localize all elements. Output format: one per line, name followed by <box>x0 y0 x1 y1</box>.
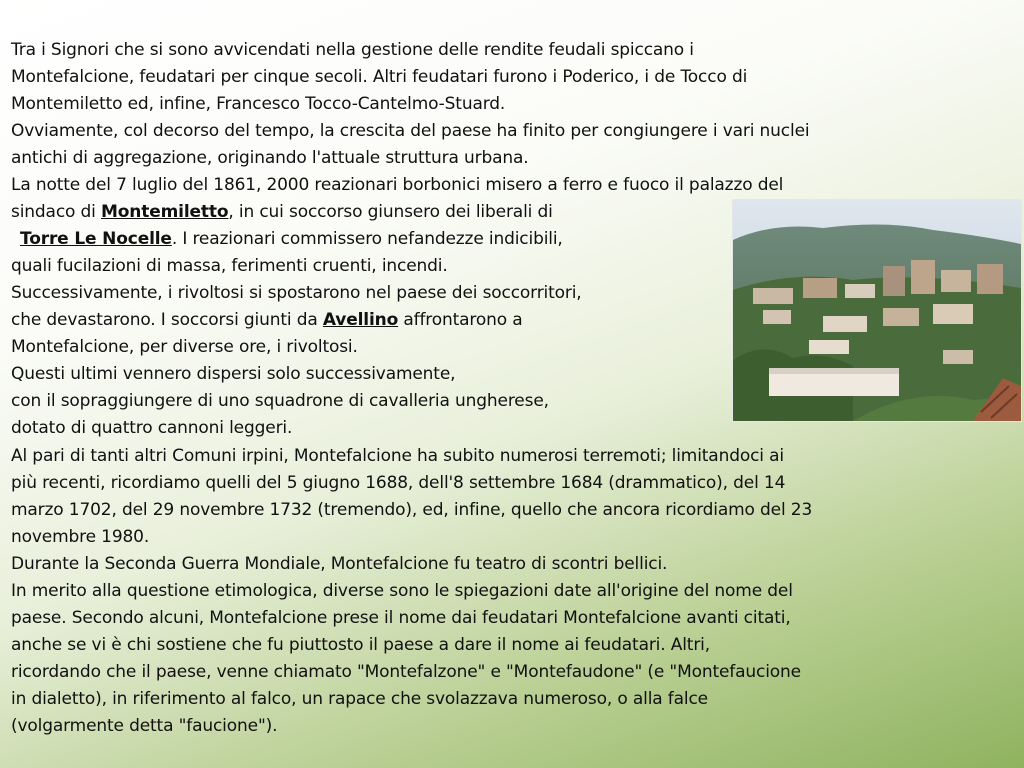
text-line: dotato di quattro cannoni leggeri. <box>11 418 293 438</box>
text-line: Montefalcione, feudatari per cinque secoli. Altri feudatari furono i Poderico, i de Tocco di <box>11 67 748 87</box>
text-line: Montemiletto ed, infine, Francesco Tocco-Cantelmo-Stuard. <box>11 94 506 114</box>
text-line: paese. Secondo alcuni, Montefalcione prese il nome dai feudatari Montefalcione avanti citati, <box>11 608 791 628</box>
text-line <box>11 307 523 334</box>
text-line: Tra i Signori che si sono avvicendati nella gestione delle rendite feudali spiccano i <box>11 40 694 60</box>
text-line <box>11 199 553 226</box>
text-fragment: che devastarono. I soccorsi giunti da <box>11 310 323 330</box>
text-line: anche se vi è chi sostiene che fu piuttosto il paese a dare il nome ai feudatari. Altri, <box>11 635 710 655</box>
town-landscape-photo <box>732 199 1022 422</box>
text-line: La notte del 7 luglio del 1861, 2000 reazionari borbonici misero a ferro e fuoco il palazzo del <box>11 175 784 195</box>
text-line: più recenti, ricordiamo quelli del 5 giugno 1688, dell'8 settembre 1684 (drammatico), del 14 <box>11 473 786 493</box>
text-fragment: . I reazionari commissero nefandezze indicibili, <box>171 229 563 249</box>
link-torre-le-nocelle[interactable]: Torre Le Nocelle <box>20 229 172 249</box>
text-line: antichi di aggregazione, originando l'attuale struttura urbana. <box>11 148 529 168</box>
text-line: Successivamente, i rivoltosi si spostarono nel paese dei soccorritori, <box>11 283 582 303</box>
text-line: Questi ultimi vennero dispersi solo successivamente, <box>11 364 456 384</box>
text-line: in dialetto), in riferimento al falco, un rapace che svolazzava numeroso, o alla falce <box>11 689 708 709</box>
text-fragment: affrontarono a <box>398 310 523 330</box>
text-line: Ovviamente, col decorso del tempo, la crescita del paese ha finito per congiungere i vari nuclei <box>11 121 810 141</box>
text-line: con il sopraggiungere di uno squadrone di cavalleria ungherese, <box>11 391 549 411</box>
text-line: quali fucilazioni di massa, ferimenti cruenti, incendi. <box>11 256 448 276</box>
text-line: ricordando che il paese, venne chiamato "Montefalzone" e "Montefaudone" (e "Montefaucione <box>11 662 801 682</box>
text-line: novembre 1980. <box>11 527 150 547</box>
text-fragment: , in cui soccorso giunsero dei liberali di <box>228 202 553 222</box>
text-line: Al pari di tanti altri Comuni irpini, Montefalcione ha subito numerosi terremoti; limitandoci ai <box>11 446 784 466</box>
text-line: (volgarmente detta "faucione"). <box>11 716 278 736</box>
text-fragment: sindaco di <box>11 202 101 222</box>
text-line <box>20 226 563 253</box>
link-avellino[interactable]: Avellino <box>322 310 399 330</box>
text-line: Montefalcione, per diverse ore, i rivoltosi. <box>11 337 358 357</box>
link-montemiletto[interactable]: Montemiletto <box>100 202 229 222</box>
text-line: In merito alla questione etimologica, diverse sono le spiegazioni date all'origine del nome del <box>11 581 793 601</box>
text-line: marzo 1702, del 29 novembre 1732 (tremendo), ed, infine, quello che ancora ricordiamo del 23 <box>11 500 813 520</box>
text-line: Durante la Seconda Guerra Mondiale, Montefalcione fu teatro di scontri bellici. <box>11 554 668 574</box>
